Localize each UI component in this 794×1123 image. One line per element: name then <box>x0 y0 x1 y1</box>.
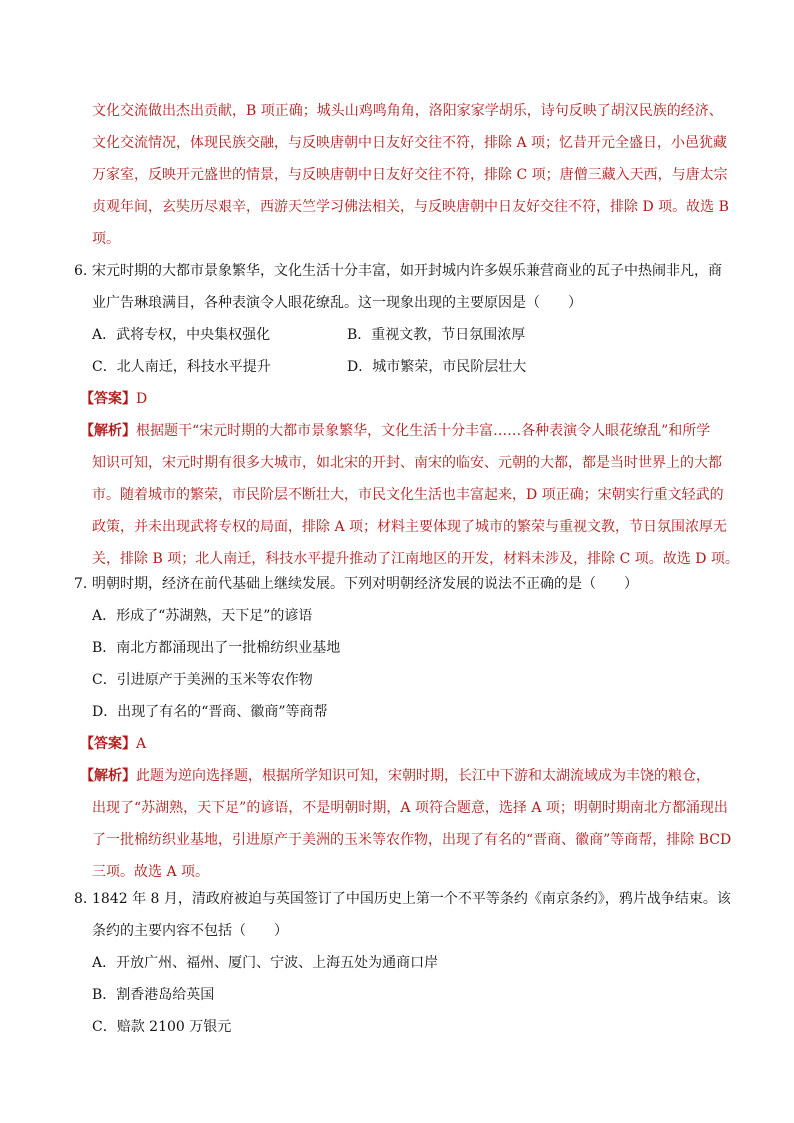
analysis-tag: 【解析】 <box>80 423 136 439</box>
question-6-analysis <box>80 421 710 441</box>
prev-explanation-line: 文化交流做出杰出贡献，B 项正确；城头山鸡鸣角角，洛阳家家学胡乐，诗句反映了胡汉民族的经济、 <box>92 103 723 119</box>
question-6-option-d: D．城市繁荣，市民阶层壮大 <box>347 359 527 375</box>
question-6-stem: 业广告琳琅满目，各种表演令人眼花缭乱。这一现象出现的主要原因是（ ） <box>92 295 582 311</box>
question-6-analysis-line: 政策，并未出现武将专权的局面，排除 A 项；材料主要体现了城市的繁荣与重视文教，节日氛围浓厚无 <box>92 519 728 535</box>
question-7-option-b: B．南北方都涌现出了一批棉纺织业基地 <box>92 640 341 656</box>
answer-tag: 【答案】 <box>80 736 136 752</box>
question-6-option-c: C．北人南迁，科技水平提升 <box>92 359 271 375</box>
question-6-number: 6. <box>74 263 88 279</box>
question-6-answer <box>80 389 147 409</box>
question-7-analysis-line: 三项。故选 A 项。 <box>92 864 210 880</box>
question-7-analysis <box>80 766 710 786</box>
question-7-analysis-line: 出现了“苏湖熟，天下足”的谚语，不是明朝时期，A 项符合题意，选择 A 项；明朝时期南北方都涌现出 <box>92 800 728 816</box>
question-8-stem: 条约的主要内容不包括（ ） <box>92 923 288 939</box>
question-7-option-d: D．出现了有名的“晋商、徽商”等商帮 <box>92 704 328 720</box>
analysis-text: 根据题干“宋元时期的大都市景象繁华，文化生活十分丰富……各种表演令人眼花缭乱”和所学 <box>136 423 711 439</box>
question-8-option-a: A．开放广州、福州、厦门、宁波、上海五处为通商口岸 <box>92 955 439 971</box>
analysis-text: 此题为逆向选择题，根据所学知识可知，宋朝时期，长江中下游和太湖流域成为丰饶的粮仓， <box>136 768 710 784</box>
answer-tag: 【答案】 <box>80 391 136 407</box>
question-6-analysis-line: 知识可知，宋元时期有很多大城市，如北宋的开封、南宋的临安、元朝的大都，都是当时世界上的大都 <box>92 455 722 471</box>
question-6-option-b: B．重视文教，节日氛围浓厚 <box>347 327 526 343</box>
question-8-option-b: B．割香港岛给英国 <box>92 987 215 1003</box>
prev-explanation-line: 万家室，反映开元盛世的情景，与反映唐朝中日友好交往不符，排除 C 项；唐僧三藏入天西，与唐太宗 <box>92 167 728 183</box>
analysis-tag: 【解析】 <box>80 768 136 784</box>
answer-value: D <box>136 391 148 407</box>
question-7-analysis-line: 了一批棉纺织业基地，引进原产于美洲的玉米等农作物，出现了有名的“晋商、徽商”等商帮，排除 BCD <box>92 832 732 848</box>
question-6-analysis-line: 关，排除 B 项；北人南迁，科技水平提升推动了江南地区的开发，材料未涉及，排除 C 项。故选 D 项。 <box>92 551 739 567</box>
answer-value: A <box>136 736 147 752</box>
question-8-stem: 1842 年 8 月，清政府被迫与英国签订了中国历史上第一个不平等条约《南京条约》，鸦片战争结束。该 <box>92 891 731 907</box>
question-7-option-c: C．引进原产于美洲的玉米等农作物 <box>92 672 313 688</box>
question-6-analysis-line: 市。随着城市的繁荣，市民阶层不断壮大，市民文化生活也丰富起来，D 项正确；宋朝实行重文轻武的 <box>92 487 724 503</box>
prev-explanation-line: 贞观年间，玄奘历尽艰辛，西游天竺学习佛法相关，与反映唐朝中日友好交往不符，排除 D 项。故选 B <box>92 199 729 215</box>
question-6-option-a: A．武将专权，中央集权强化 <box>92 327 271 343</box>
question-7-stem: 明朝时期，经济在前代基础上继续发展。下列对明朝经济发展的说法不正确的是（ ） <box>92 576 638 592</box>
prev-explanation-line: 项。 <box>92 231 120 247</box>
prev-explanation-line: 文化交流情况，体现民族交融，与反映唐朝中日友好交往不符，排除 A 项；忆昔开元全盛日，小邑犹藏 <box>92 135 728 151</box>
question-7-option-a: A．形成了“苏湖熟，天下足”的谚语 <box>92 608 313 624</box>
question-7-answer <box>80 734 146 754</box>
question-8-number: 8. <box>74 891 88 907</box>
question-6-stem: 宋元时期的大都市景象繁华，文化生活十分丰富，如开封城内许多娱乐兼营商业的瓦子中热闹非凡，商 <box>92 263 722 279</box>
question-7-number: 7. <box>74 576 88 592</box>
question-8-option-c: C．赔款 2100 万银元 <box>92 1019 232 1035</box>
